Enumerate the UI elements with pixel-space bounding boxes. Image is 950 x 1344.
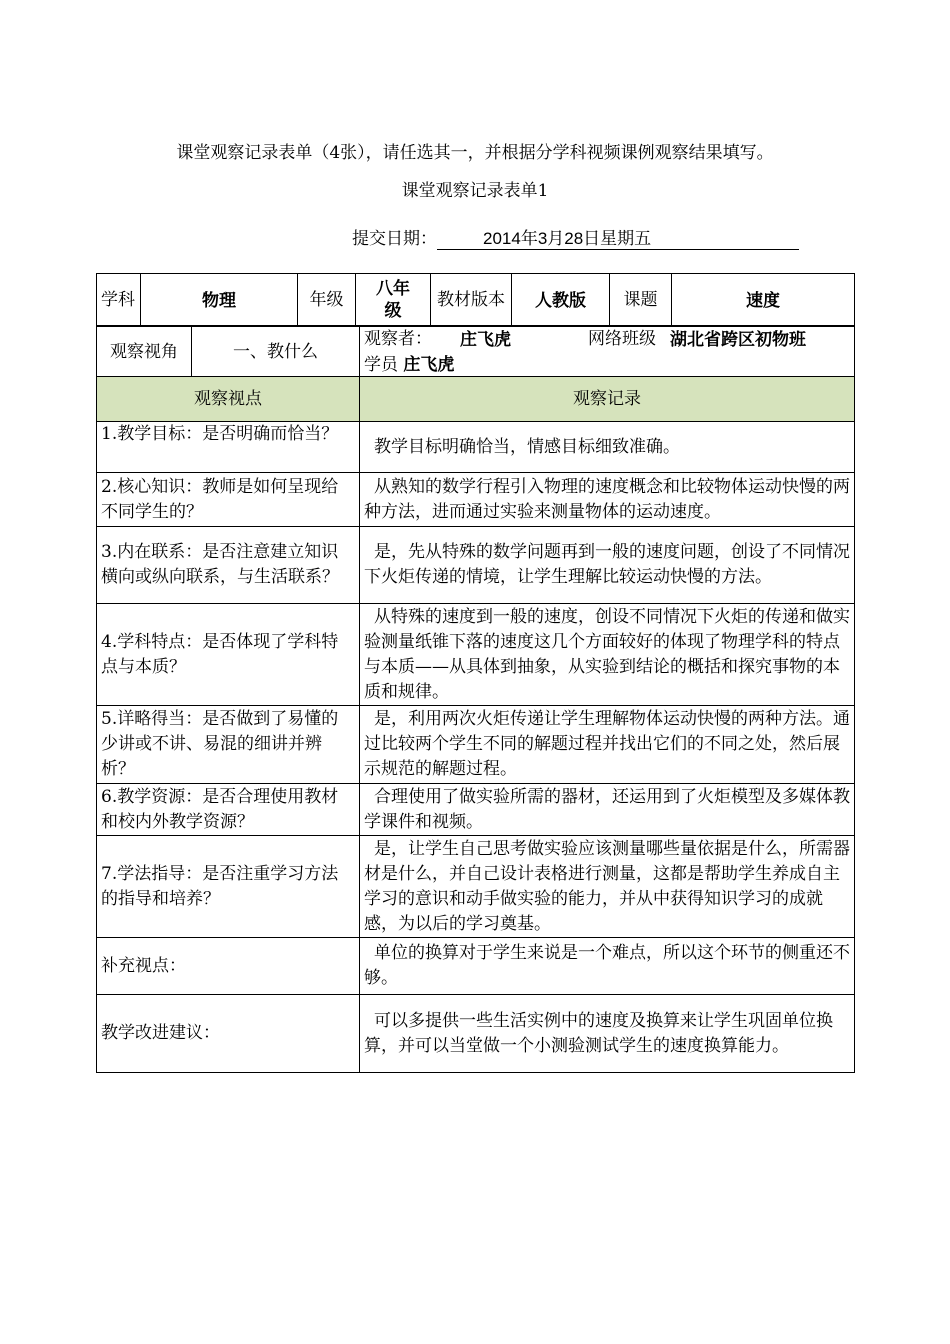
row-record: 单位的换算对于学生来说是一个难点，所以这个环节的侧重还不够。 bbox=[360, 938, 855, 995]
row-record: 从特殊的速度到一般的速度，创设不同情况下火炬的传递和做实验测量纸锥下落的速度这几个方面较好的体现了物理学科的特点与本质——从具体到抽象，从实验到结论的概括和探究事物的本质和规律。 bbox=[360, 604, 855, 706]
table-row bbox=[97, 527, 855, 604]
submission-date-line bbox=[352, 224, 799, 250]
instruction-text: 课堂观察记录表单（4张），请任选其一，并根据分学科视频课例观察结果填写。 bbox=[176, 143, 774, 163]
row-viewpoint: 3.内在联系：是否注意建立知识横向或纵向联系，与生活联系？ bbox=[97, 527, 360, 604]
row-record: 从熟知的数学行程引入物理的速度概念和比较物体运动快慢的两种方法，进而通过实验来测量物体的运动速度。 bbox=[360, 473, 855, 527]
row-record: 是，先从特殊的数学问题再到一般的速度问题，创设了不同情况下火炬传递的情境，让学生理解比较运动快慢的方法。 bbox=[360, 527, 855, 604]
form-title: 课堂观察记录表单1 bbox=[401, 181, 549, 201]
textbook-value: 人教版 bbox=[512, 274, 610, 327]
row-viewpoint: 5.详略得当：是否做到了易懂的少讲或不讲、易混的细讲并辨析？ bbox=[97, 706, 360, 784]
class-label: 网络班级 bbox=[588, 329, 656, 349]
textbook-label: 教材版本 bbox=[431, 274, 512, 327]
table-row bbox=[97, 473, 855, 527]
observer-cell bbox=[360, 326, 855, 379]
table-row bbox=[97, 938, 855, 995]
row-viewpoint: 1.教学目标：是否明确而恰当？ bbox=[97, 422, 360, 473]
perspective-label: 观察视角 bbox=[97, 326, 192, 379]
table-row bbox=[97, 784, 855, 836]
grade-value: 八年级 bbox=[356, 274, 431, 327]
table-row bbox=[97, 604, 855, 706]
date-label: 提交日期： bbox=[352, 229, 437, 249]
topic-value: 速度 bbox=[672, 274, 855, 327]
table-row bbox=[97, 422, 855, 473]
table-row bbox=[97, 995, 855, 1073]
row-viewpoint: 4.学科特点：是否体现了学科特点与本质？ bbox=[97, 604, 360, 706]
observer-label: 观察者： bbox=[364, 329, 432, 349]
row-record: 是，让学生自己思考做实验应该测量哪些量依据是什么，所需器材是什么，并自己设计表格进行测量，这都是帮助学生养成自主学习的意识和动手做实验的能力，并从中获得知识学习的成就感，为以后的学习奠基。 bbox=[360, 836, 855, 938]
row-record: 可以多提供一些生活实例中的速度及换算来让学生巩固单位换算，并可以当堂做一个小测验测试学生的速度换算能力。 bbox=[360, 995, 855, 1073]
observer-info-table bbox=[96, 325, 855, 379]
row-record: 是，利用两次火炬传递让学生理解物体运动快慢的两种方法。通过比较两个学生不同的解题过程并找出它们的不同之处，然后展示规范的解题过程。 bbox=[360, 706, 855, 784]
row-viewpoint: 补充视点： bbox=[97, 938, 360, 995]
observer-name: 庄飞虎 bbox=[460, 330, 511, 349]
record-column-header: 观察记录 bbox=[360, 377, 855, 422]
row-viewpoint: 6.教学资源：是否合理使用教材和校内外教学资源？ bbox=[97, 784, 360, 836]
perspective-value: 一、教什么 bbox=[192, 326, 360, 379]
topic-label: 课题 bbox=[610, 274, 672, 327]
observation-table bbox=[96, 376, 855, 1073]
subject-label: 学科 bbox=[97, 274, 141, 327]
class-value: 湖北省跨区初物班 bbox=[670, 330, 806, 349]
row-viewpoint: 2.核心知识：教师是如何呈现给不同学生的？ bbox=[97, 473, 360, 527]
course-info-table bbox=[96, 273, 855, 327]
row-record: 合理使用了做实验所需的器材，还运用到了火炬模型及多媒体教学课件和视频。 bbox=[360, 784, 855, 836]
student-label: 学员 bbox=[364, 355, 398, 375]
grade-label: 年级 bbox=[298, 274, 356, 327]
table-row bbox=[97, 706, 855, 784]
viewpoint-column-header: 观察视点 bbox=[97, 377, 360, 422]
row-record: 教学目标明确恰当，情感目标细致准确。 bbox=[360, 422, 855, 473]
row-viewpoint: 教学改进建议： bbox=[97, 995, 360, 1073]
date-value: 2014年3月28日星期五 bbox=[437, 229, 799, 250]
table-row bbox=[97, 836, 855, 938]
observation-header-row bbox=[97, 377, 855, 422]
subject-value: 物理 bbox=[141, 274, 298, 327]
row-viewpoint: 7.学法指导：是否注重学习方法的指导和培养？ bbox=[97, 836, 360, 938]
student-name: 庄飞虎 bbox=[403, 355, 455, 374]
